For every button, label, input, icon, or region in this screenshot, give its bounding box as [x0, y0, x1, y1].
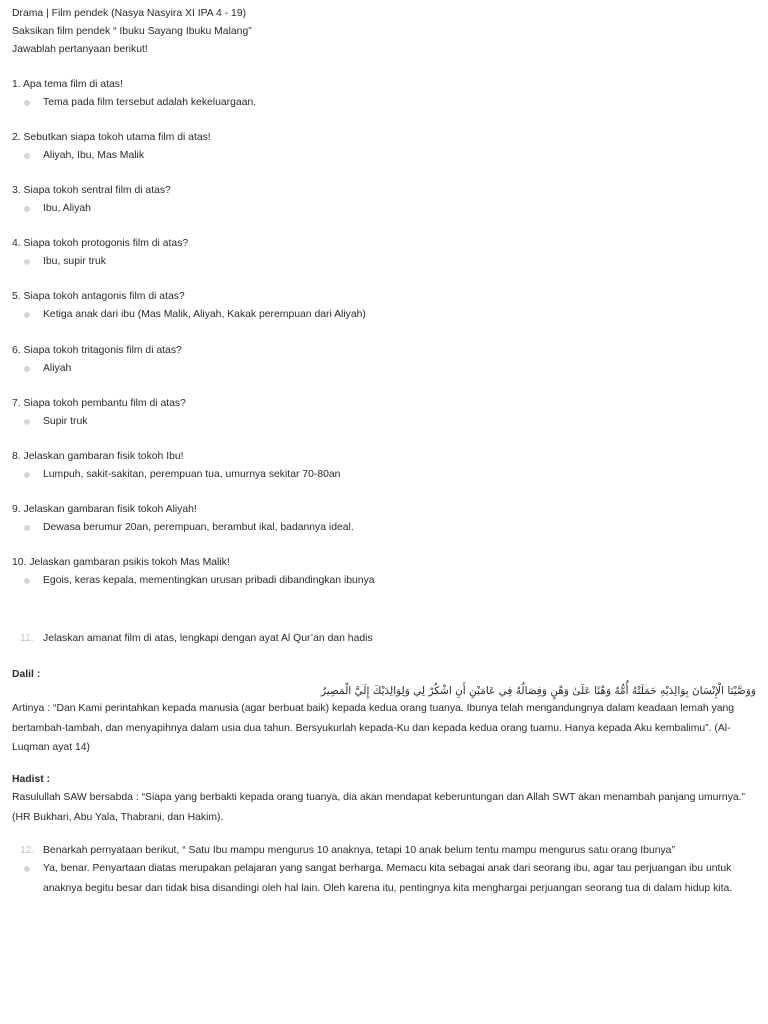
document-instruction: Jawablah pertanyaan berikut!	[12, 44, 148, 55]
question-10: 10. Jelaskan gambaran psikis tokoh Mas Malik!	[12, 557, 230, 568]
answer-5-text: Ketiga anak dari ibu (Mas Malik, Aliyah, Kakak perempuan dari Aliyah)	[43, 309, 366, 320]
answer-3-text: Ibu, Aliyah	[43, 203, 91, 214]
answer-2-text: Aliyah, Ibu, Mas Malik	[43, 150, 145, 161]
question-1: 1. Apa tema film di atas!	[12, 79, 123, 90]
bullet-icon	[24, 866, 30, 872]
dalil-heading: Dalil :	[12, 669, 41, 680]
hadist-text: Rasulullah SAW bersabda : “Siapa yang berbakti kepada orang tuanya, dia akan mendapat keberuntungan dan Allah SWT akan menambah panjang umurnya.” (HR Bukhari, Abu Yala, Thabrani, dan Hakim).	[12, 792, 746, 823]
answer-8-text: Lumpuh, sakit-sakitan, perempuan tua, umurnya sekitar 70-80an	[43, 469, 341, 480]
bullet-icon	[24, 366, 30, 372]
verse-translation: Artinya : “Dan Kami perintahkan kepada manusia (agar berbuat baik) kepada kedua orang tuanya. Ibunya telah mengandungnya dalam keadaan lemah yang bertambah-tambah, dan menyapihnya dalam usia dua tahun. Bersyukurlah kepada-Ku dan kepada kedua orang tuamu. Hanya kepada Aku kembalimu”. (Al-Luqman ayat 14)	[12, 703, 735, 753]
answer-6-text: Aliyah	[43, 363, 72, 374]
question-9: 9. Jelaskan gambaran fisik tokoh Aliyah!	[12, 504, 197, 515]
bullet-icon	[24, 578, 30, 584]
question-12-text: Benarkah pernyataan berikut, “ Satu Ibu mampu mengurus 10 anaknya, tetapi 10 anak belum tentu mampu mengurus satu orang Ibunya”	[43, 845, 675, 856]
question-12-number: 12.	[20, 845, 35, 856]
answer-4-text: Ibu, supir truk	[43, 256, 106, 267]
document-title: Drama | Film pendek (Nasya Nasyira XI IPA 4 - 19)	[12, 8, 247, 19]
answer-7-text: Supir truk	[43, 416, 88, 427]
question-11-text: Jelaskan amanat film di atas, lengkapi dengan ayat Al Qur’an dan hadis	[43, 633, 373, 644]
bullet-icon	[24, 472, 30, 478]
bullet-icon	[24, 312, 30, 318]
question-4: 4. Siapa tokoh protogonis film di atas?	[12, 238, 189, 249]
bullet-icon	[24, 525, 30, 531]
bullet-icon	[24, 419, 30, 425]
answer-12-text: Ya, benar. Penyartaan diatas merupakan pelajaran yang sangat berharga. Memacu kita sebagai anak dari seorang ibu, agar tau perjuangan ibu untuk anaknya begitu besar dan tidak bisa disandingi oleh hal lain. Oleh karena itu, pentingnya kita menghargai perjuangan seorang tua di dalam hidup kita.	[43, 863, 733, 894]
question-3: 3. Siapa tokoh sentral film di atas?	[12, 185, 171, 196]
bullet-icon	[24, 259, 30, 265]
answer-1-text: Tema pada film tersebut adalah kekeluargaan.	[43, 97, 257, 108]
bullet-icon	[24, 153, 30, 159]
hadist-heading: Hadist :	[12, 774, 51, 785]
question-2: 2. Sebutkan siapa tokoh utama film di atas!	[12, 132, 211, 143]
answer-9-text: Dewasa berumur 20an, perempuan, berambut ikal, badannya ideal.	[43, 522, 354, 533]
bullet-icon	[24, 100, 30, 106]
question-6: 6. Siapa tokoh tritagonis film di atas?	[12, 345, 182, 356]
bullet-icon	[24, 206, 30, 212]
document-subtitle: Saksikan film pendek “ Ibuku Sayang Ibuku Malang”	[12, 26, 252, 37]
question-11-number: 11.	[20, 633, 34, 644]
answer-10-text: Egois, keras kepala, mementingkan urusan pribadi dibandingkan ibunya	[43, 575, 375, 586]
question-8: 8. Jelaskan gambaran fisik tokoh Ibu!	[12, 451, 184, 462]
question-7: 7. Siapa tokoh pembantu film di atas?	[12, 398, 186, 409]
question-5: 5. Siapa tokoh antagonis film di atas?	[12, 291, 185, 302]
arabic-verse: وَوَصَّيْنَا الْإِنْسَانَ بِوَالِدَيْهِ حَمَلَتْهُ أُمُّهُ وَهْنًا عَلَىٰ وَهْنٍ وَفِصَالُهُ فِي عَامَيْنِ أَنِ اشْكُرْ لِي وَلِوَالِدَيْكَ إِلَيَّ الْمَصِيرُ	[320, 685, 756, 697]
